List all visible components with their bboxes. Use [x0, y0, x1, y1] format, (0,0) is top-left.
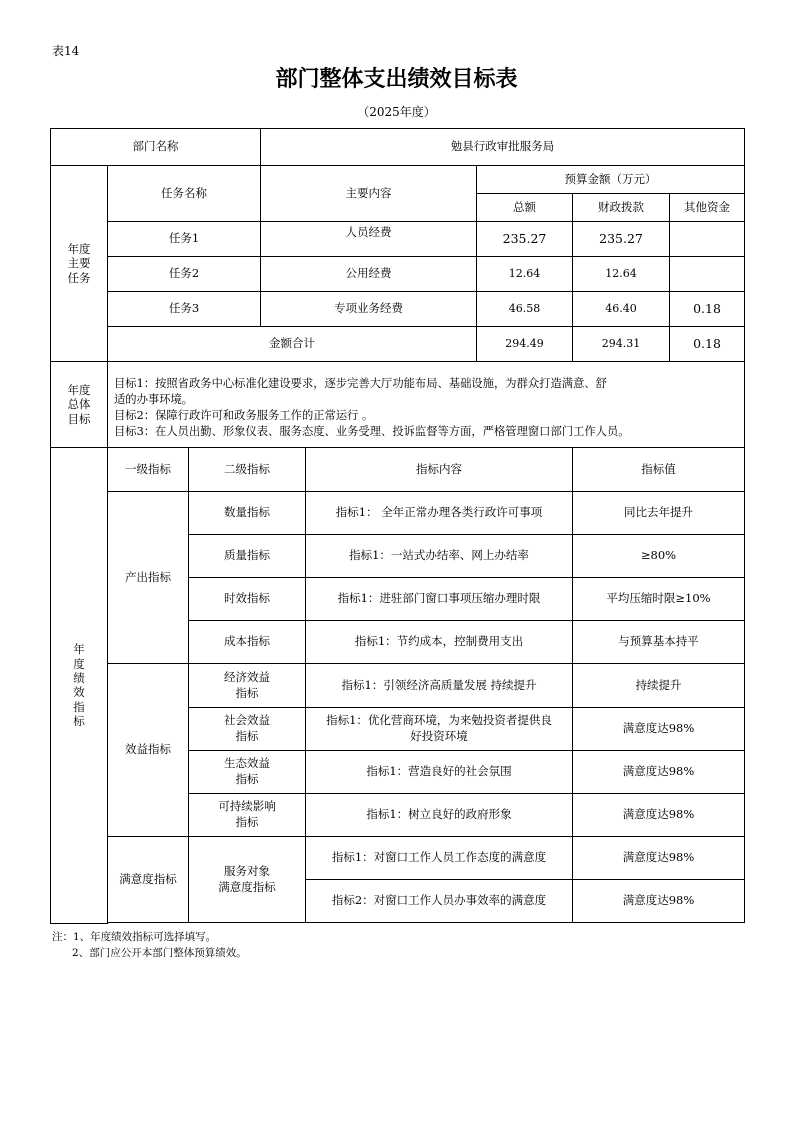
- indicator-value: 满意度达98%: [573, 708, 745, 751]
- indicator-value: 同比去年提升: [573, 492, 745, 535]
- indicators-section-label: 年 度 绩 效 指 标: [51, 448, 108, 924]
- task-name: 任务2: [108, 257, 261, 292]
- output-indicator-label: 产出指标: [108, 492, 189, 664]
- goal-line: 适的办事环境。: [114, 393, 194, 407]
- indicator-content: 指标1：节约成本，控制费用支出: [306, 621, 573, 664]
- footnote-line: 2、部门应公开本部门整体预算绩效。: [52, 946, 247, 959]
- footnote-line: 注：1、年度绩效指标可选择填写。: [52, 931, 217, 943]
- indicator-content: 指标1：一站式办结率、网上办结率: [306, 535, 573, 578]
- footnotes: [52, 930, 247, 962]
- indicator-value: ≥80%: [573, 535, 745, 578]
- task-total: 46.58: [477, 292, 573, 327]
- indicator-content: 指标1：引领经济高质量发展 持续提升: [306, 664, 573, 708]
- indicator-value: 满意度达98%: [573, 794, 745, 837]
- level2-indicator: 可持续影响 指标: [189, 794, 306, 837]
- indicator-content: 指标1：进驻部门窗口事项压缩办理时限: [306, 578, 573, 621]
- table-row: [51, 664, 745, 708]
- task-name: 任务1: [108, 222, 261, 257]
- dept-name-label: 部门名称: [51, 129, 261, 166]
- tasks-section-label: 年度 主要 任务: [51, 166, 108, 362]
- sum-label: 金额合计: [108, 327, 477, 362]
- level2-indicator: 成本指标: [189, 621, 306, 664]
- table-row: [51, 222, 745, 257]
- satisfaction-indicator-label: 满意度指标: [108, 837, 189, 923]
- goal-line: 目标1：按照省政务中心标准化建设要求，逐步完善大厅功能布局、基础设施，为群众打造满意、舒: [114, 377, 607, 390]
- col-other: 其他资金: [670, 194, 745, 222]
- task-total: 235.27: [477, 222, 573, 257]
- task-content: 公用经费: [261, 257, 477, 292]
- indicator-content: 指标1：优化营商环境，为来勉投资者提供良 好投资环境: [306, 708, 573, 751]
- indicator-value: 满意度达98%: [573, 837, 745, 880]
- goal-line: 目标2：保障行政许可和政务服务工作的正常运行 。: [114, 409, 374, 423]
- col-level2: 二级指标: [189, 448, 306, 492]
- col-total: 总额: [477, 194, 573, 222]
- level2-indicator: 社会效益 指标: [189, 708, 306, 751]
- indicator-value: 与预算基本持平: [573, 621, 745, 664]
- indicator-content: 指标1： 全年正常办理各类行政许可事项: [306, 492, 573, 535]
- indicator-value: 满意度达98%: [573, 751, 745, 794]
- level2-indicator: 生态效益 指标: [189, 751, 306, 794]
- year-subtitle: （2025年度）: [357, 105, 436, 119]
- indicator-value: 平均压缩时限≥10%: [573, 578, 745, 621]
- goal-line: 目标3：在人员出勤、形象仪表、服务态度、业务受理、投诉监督等方面，严格管理窗口部门工作人员。: [114, 425, 630, 439]
- indicator-content: 指标2：对窗口工作人员办事效率的满意度: [306, 880, 573, 923]
- indicator-content: 指标1：营造良好的社会氛围: [306, 751, 573, 794]
- col-budget-amount: 预算金额（万元）: [477, 166, 745, 194]
- sum-other: 0.18: [670, 327, 745, 362]
- task-budget-table: [50, 128, 745, 448]
- task-other: [670, 257, 745, 292]
- sum-total: 294.49: [477, 327, 573, 362]
- table-row: [51, 292, 745, 327]
- task-content: 专项业务经费: [261, 292, 477, 327]
- table-row: [51, 837, 745, 880]
- sum-fiscal: 294.31: [573, 327, 670, 362]
- col-level1: 一级指标: [108, 448, 189, 492]
- task-name: 任务3: [108, 292, 261, 327]
- task-content: 人员经费: [261, 222, 477, 257]
- task-fiscal: 46.40: [573, 292, 670, 327]
- table-number: 表14: [52, 44, 80, 58]
- level2-indicator: 数量指标: [189, 492, 306, 535]
- level2-indicator: 质量指标: [189, 535, 306, 578]
- col-main-content: 主要内容: [261, 166, 477, 222]
- benefit-indicator-label: 效益指标: [108, 664, 189, 837]
- indicator-content: 指标1：对窗口工作人员工作态度的满意度: [306, 837, 573, 880]
- indicator-value: 满意度达98%: [573, 880, 745, 923]
- table-row: [51, 257, 745, 292]
- dept-name-value: 勉县行政审批服务局: [261, 129, 745, 166]
- col-indicator-value: 指标值: [573, 448, 745, 492]
- goals-content: [108, 362, 745, 448]
- table-row: [51, 492, 745, 535]
- task-total: 12.64: [477, 257, 573, 292]
- level2-indicator: 经济效益 指标: [189, 664, 306, 708]
- task-fiscal: 235.27: [573, 222, 670, 257]
- page-title: 部门整体支出绩效目标表: [275, 67, 518, 92]
- goals-section-label: 年度 总体 目标: [51, 362, 108, 448]
- indicator-value: 持续提升: [573, 664, 745, 708]
- col-task-name: 任务名称: [108, 166, 261, 222]
- level2-indicator: 时效指标: [189, 578, 306, 621]
- task-other: 0.18: [670, 292, 745, 327]
- col-fiscal: 财政拨款: [573, 194, 670, 222]
- task-other: [670, 222, 745, 257]
- task-fiscal: 12.64: [573, 257, 670, 292]
- indicator-content: 指标1：树立良好的政府形象: [306, 794, 573, 837]
- col-indicator-content: 指标内容: [306, 448, 573, 492]
- indicator-table: [50, 447, 745, 924]
- level2-indicator: 服务对象 满意度指标: [189, 837, 306, 923]
